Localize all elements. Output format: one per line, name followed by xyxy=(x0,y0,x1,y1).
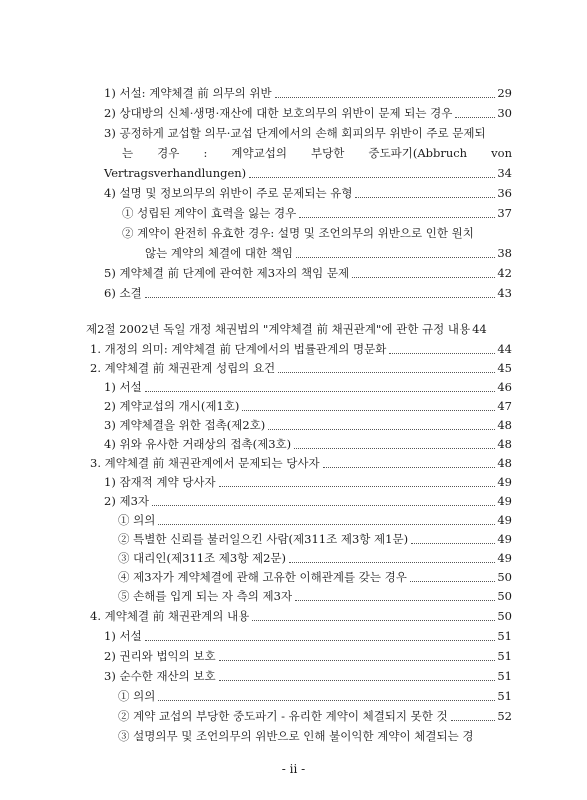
toc-entry-page: 51 xyxy=(497,689,512,703)
toc-entry xyxy=(90,342,512,357)
toc-entry-title: 않는 계약의 체결에 대한 책임 xyxy=(145,246,293,260)
toc-entry-page: 51 xyxy=(497,649,512,663)
toc-entry-page: 36 xyxy=(497,186,512,200)
dot-leader xyxy=(294,447,495,449)
toc-entry-page: 29 xyxy=(497,86,512,100)
toc-entry xyxy=(104,380,512,395)
toc-entry-title: 6) 소결 xyxy=(104,286,142,300)
toc-entry-line2 xyxy=(122,146,512,161)
toc-entry xyxy=(118,513,512,528)
toc-entry xyxy=(104,494,512,509)
toc-entry-title: 4) 위와 유사한 거래상의 접촉(제3호) xyxy=(104,437,292,451)
toc-entry xyxy=(104,399,512,414)
toc-entry-page: 50 xyxy=(497,609,512,623)
toc-entry-title: 3) 순수한 재산의 보호 xyxy=(104,669,216,683)
toc-entry-page: 51 xyxy=(497,629,512,643)
dot-leader xyxy=(355,196,495,198)
toc-entry-page: 50 xyxy=(497,589,512,603)
toc-entry-title: ② 계약 교섭의 부당한 중도파기 - 유리한 계약이 체결되지 못한 것 xyxy=(118,709,448,723)
toc-entry-page: 49 xyxy=(497,475,512,489)
toc-entry-page: 47 xyxy=(497,399,512,413)
toc-entry-title: 3. 계약체결 前 채권관계에서 문제되는 당사자 xyxy=(90,456,320,470)
toc-entry-page: 52 xyxy=(497,709,512,723)
toc-entry-title: 1) 서설 xyxy=(104,380,142,394)
dot-leader xyxy=(249,176,495,178)
toc-entry-line1: 3) 공정하게 교섭할 의무·교섭 단계에서의 손해 회피의무 위반이 주로 문제되 xyxy=(104,126,486,140)
toc-entry xyxy=(104,475,512,490)
toc-entry xyxy=(145,246,512,261)
toc-entry-title: 3) 계약체결을 위한 접촉(제2호) xyxy=(104,418,266,432)
toc-entry-page: 34 xyxy=(497,166,512,180)
toc-entry xyxy=(104,266,512,281)
toc-entry xyxy=(104,629,512,644)
toc-entry xyxy=(104,669,512,684)
toc-entry-page: 48 xyxy=(497,437,512,451)
toc-entry xyxy=(104,106,512,121)
toc-entry-title: ③ 대리인(제311조 제3항 제2문) xyxy=(118,551,287,565)
toc-entry xyxy=(118,532,512,547)
toc-entry-title: 5) 계약체결 前 단계에 관여한 제3자의 책임 문제 xyxy=(104,266,350,280)
dot-leader xyxy=(278,371,495,373)
toc-entry-title: 2. 계약체결 前 채권관계 성립의 요건 xyxy=(90,361,276,375)
toc-entry-title: 제2절 2002년 독일 개정 채권법의 "계약체결 前 채권관계"에 관한 규정 내용 xyxy=(86,322,471,336)
toc-entry-title: 1) 서설: 계약체결 前 의무의 위반 xyxy=(104,86,272,100)
toc-entry-title: ⑤ 손해를 입게 되는 자 측의 제3자 xyxy=(118,589,293,603)
toc-entry-title: 2) 제3자 xyxy=(104,494,149,508)
dot-leader xyxy=(352,276,495,278)
toc-entry xyxy=(118,570,512,585)
dot-leader xyxy=(158,523,495,525)
toc-entry-page: 43 xyxy=(497,286,512,300)
toc-word: 경우 xyxy=(157,146,180,160)
toc-word: 부당한 xyxy=(311,146,345,160)
dot-leader xyxy=(158,699,495,701)
toc-entry xyxy=(90,609,512,624)
toc-entry-page: 44 xyxy=(472,322,487,336)
toc-entry-title: ④ 제3자가 계약체결에 관해 고유한 이해관계를 갖는 경우 xyxy=(118,570,407,584)
toc-entry-title: 1. 개정의 의미: 계약체결 前 단계에서의 법률관계의 명문화 xyxy=(90,342,387,356)
dot-leader xyxy=(296,256,495,258)
dot-leader xyxy=(299,216,495,218)
toc-entry-title: 1) 잠재적 계약 당사자 xyxy=(104,475,216,489)
dot-leader xyxy=(275,96,496,98)
toc-word: : xyxy=(203,146,208,160)
toc-entry-page: 37 xyxy=(497,206,512,220)
toc-entry xyxy=(104,437,512,452)
toc-entry-page: 42 xyxy=(497,266,512,280)
toc-entry-title: ① 의의 xyxy=(118,689,156,703)
dot-leader xyxy=(145,639,496,641)
toc-entry-page: 46 xyxy=(497,380,512,394)
toc-entry-page: 48 xyxy=(497,456,512,470)
toc-word: 중도파기(Abbruch xyxy=(368,146,468,160)
toc-word: 계약교섭의 xyxy=(231,146,287,160)
toc-entry-page: 49 xyxy=(497,532,512,546)
toc-entry xyxy=(104,286,512,301)
toc-section-heading xyxy=(86,322,512,337)
toc-entry-title: 2) 권리와 법익의 보호 xyxy=(104,649,216,663)
toc-entry xyxy=(104,418,512,433)
toc-entry xyxy=(122,206,512,221)
dot-leader xyxy=(268,428,495,430)
toc-entry-page: 45 xyxy=(497,361,512,375)
toc-entry-title: 2) 계약교섭의 개시(제1호) xyxy=(104,399,240,413)
toc-entry xyxy=(104,166,512,181)
toc-word: von xyxy=(491,146,512,160)
toc-entry-title: Vertragsverhandlungen) xyxy=(104,166,247,180)
dot-leader xyxy=(411,542,495,544)
toc-entry-page: 44 xyxy=(497,342,512,356)
dot-leader xyxy=(289,561,495,563)
dot-leader xyxy=(410,580,496,582)
toc-entry xyxy=(90,361,512,376)
dot-leader xyxy=(152,504,495,506)
toc-entry xyxy=(104,186,512,201)
toc-entry xyxy=(90,456,512,471)
toc-word: 는 xyxy=(122,146,134,160)
toc-entry xyxy=(118,589,512,604)
toc-entry-line1: ② 계약이 완전히 유효한 경우: 설명 및 조언의무의 위반으로 인한 원치 xyxy=(122,226,474,240)
toc-entry-title: ② 특별한 신뢰를 불러일으킨 사람(제311조 제3항 제1문) xyxy=(118,532,409,546)
toc-entry-title: 2) 상대방의 신체·생명·재산에 대한 보호의무의 위반이 문제 되는 경우 xyxy=(104,106,453,120)
toc-entry-title: ① 성립된 계약이 효력을 잃는 경우 xyxy=(122,206,297,220)
dot-leader xyxy=(145,390,496,392)
toc-entry-page: 49 xyxy=(497,494,512,508)
toc-entry-line1: ③ 설명의무 및 조언의무의 위반으로 인해 불이익한 계약이 체결되는 경 xyxy=(118,729,474,743)
dot-leader xyxy=(252,619,495,621)
toc-entry-page: 48 xyxy=(497,418,512,432)
dot-leader xyxy=(451,719,496,721)
toc-entry xyxy=(118,551,512,566)
toc-entry xyxy=(104,649,512,664)
toc-entry-title: ① 의의 xyxy=(118,513,156,527)
page-number: - ii - xyxy=(281,762,306,776)
dot-leader xyxy=(219,659,496,661)
dot-leader xyxy=(323,466,496,468)
toc-entry-title: 4) 설명 및 정보의무의 위반이 주로 문제되는 유형 xyxy=(104,186,353,200)
toc-entry xyxy=(118,709,512,724)
toc-entry-page: 50 xyxy=(497,570,512,584)
dot-leader xyxy=(389,352,495,354)
toc-entry-page: 38 xyxy=(497,246,512,260)
dot-leader xyxy=(219,679,496,681)
toc-entry-page: 51 xyxy=(497,669,512,683)
dot-leader xyxy=(295,599,495,601)
toc-entry-title: 4. 계약체결 前 채권관계의 내용 xyxy=(90,609,250,623)
dot-leader xyxy=(455,116,495,118)
toc-entry-title: 1) 서설 xyxy=(104,629,142,643)
toc-entry-page: 49 xyxy=(497,513,512,527)
toc-entry xyxy=(118,689,512,704)
toc-entry-page: 49 xyxy=(497,551,512,565)
toc-entry xyxy=(104,86,512,101)
dot-leader xyxy=(145,296,496,298)
dot-leader xyxy=(219,485,496,487)
toc-entry-page: 30 xyxy=(497,106,512,120)
dot-leader xyxy=(242,409,495,411)
